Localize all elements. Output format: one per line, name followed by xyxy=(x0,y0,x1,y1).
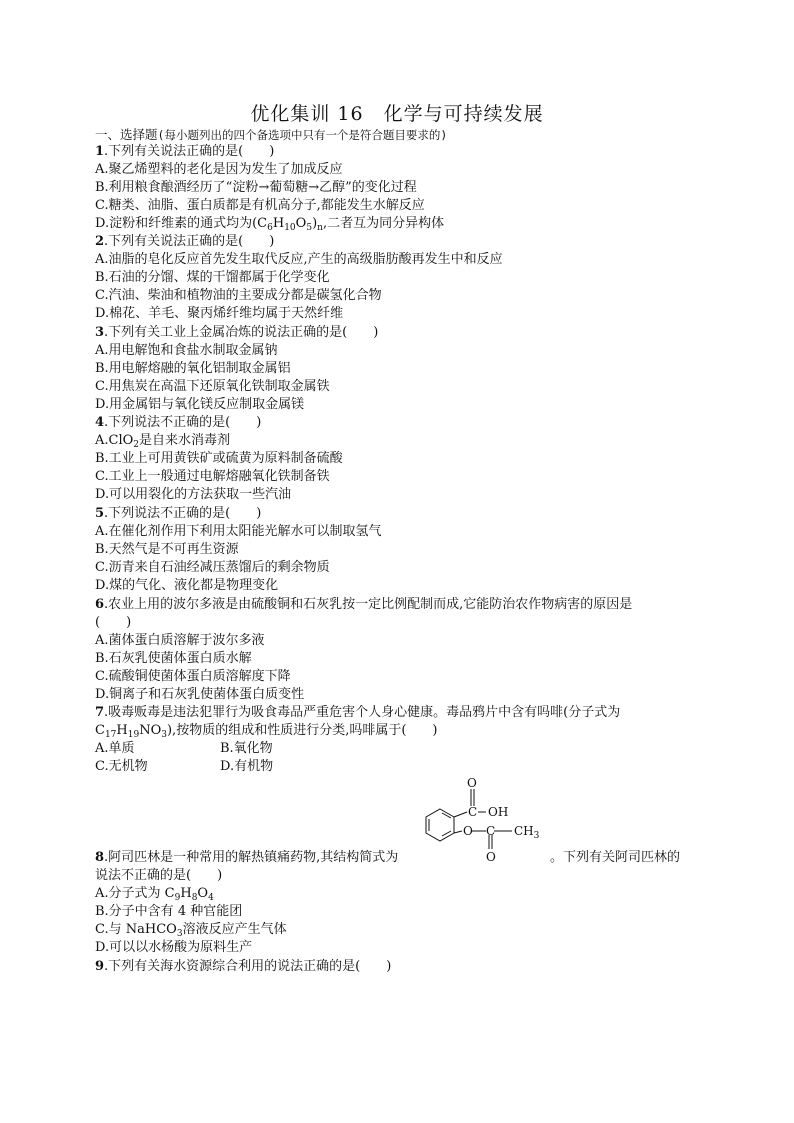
question-1-stem xyxy=(95,143,274,161)
question-text: .下列有关说法正确的是( ) xyxy=(104,234,275,249)
question-8-option-b: B.分子中含有 4 种官能团 xyxy=(95,904,243,919)
molecule-oh: OH xyxy=(488,805,509,819)
question-6-option-b: B.石灰乳使菌体蛋白质水解 xyxy=(95,651,252,666)
question-text: .下列说法不正确的是( ) xyxy=(104,506,262,521)
question-5-option-a: A.在催化剂作用下利用太阳能光解水可以制取氢气 xyxy=(95,524,382,539)
question-3-stem xyxy=(95,324,378,342)
question-3-option-a: A.用电解饱和食盐水制取金属钠 xyxy=(95,343,278,358)
question-7-option-a: A.单质 xyxy=(95,741,135,756)
question-3-option-d: D.用金属铝与氧化镁反应制取金属镁 xyxy=(95,397,305,412)
benzene-ring xyxy=(426,809,454,841)
question-number: 4 xyxy=(95,415,105,430)
question-7-stem xyxy=(95,704,620,722)
molecule-o-ester: O xyxy=(463,824,473,838)
section-label: 一、选择题 xyxy=(95,127,158,142)
question-2-option-d: D.棉花、羊毛、聚丙烯纤维均属于天然纤维 xyxy=(95,306,344,321)
question-3-option-c: C.用焦炭在高温下还原氧化铁制取金属铁 xyxy=(95,379,330,394)
question-5-option-d: D.煤的气化、液化都是物理变化 xyxy=(95,578,279,593)
question-6-option-d: D.铜离子和石灰乳使菌体蛋白质变性 xyxy=(95,687,305,702)
question-8-stem-cont: 说法不正确的是( ) xyxy=(95,868,223,883)
question-number: 6 xyxy=(95,597,105,612)
question-text: .吸毒贩毒是违法犯罪行为吸食毒品严重危害个人身心健康。毒品鸦片中含有吗啡(分子式为 xyxy=(104,705,621,720)
question-text: .下列有关海水资源综合利用的说法正确的是( ) xyxy=(104,959,392,974)
question-number: 8 xyxy=(95,850,105,865)
question-2-stem xyxy=(95,233,274,251)
question-number: 5 xyxy=(95,506,105,521)
question-2-option-b: B.石油的分馏、煤的干馏都属于化学变化 xyxy=(95,270,330,285)
question-number: 1 xyxy=(95,144,105,159)
question-text: .下列说法不正确的是( ) xyxy=(104,415,262,430)
question-text: .阿司匹林是一种常用的解热镇痛药物,其结构简式为 xyxy=(104,850,399,865)
question-4-option-d: D.可以用裂化的方法获取一些汽油 xyxy=(95,487,292,502)
question-6-option-c: C.硫酸铜使菌体蛋白质溶解度下降 xyxy=(95,669,291,684)
section-note: (每小题列出的四个备选项中只有一个是符合题目要求的) xyxy=(157,128,448,142)
question-7-option-d: D.有机物 xyxy=(220,759,274,774)
question-number: 2 xyxy=(95,234,105,249)
section-heading xyxy=(95,125,447,143)
question-1-option-c: C.糖类、油脂、蛋白质都是有机高分子,都能发生水解反应 xyxy=(95,198,425,213)
page-title: 优化集训 16 化学与可持续发展 xyxy=(250,103,544,125)
question-5-option-b: B.天然气是不可再生资源 xyxy=(95,542,239,557)
question-text: .下列有关说法正确的是( ) xyxy=(104,144,275,159)
question-text: .下列有关工业上金属冶炼的说法正确的是( ) xyxy=(104,325,379,340)
question-8-option-d: D.可以以水杨酸为原料生产 xyxy=(95,940,253,955)
question-6-stem xyxy=(95,596,632,614)
question-8-stem xyxy=(95,849,398,867)
question-4-stem xyxy=(95,414,261,432)
question-number: 9 xyxy=(95,959,105,974)
molecule-methyl: $CH_3$ xyxy=(514,824,540,841)
question-6-stem-cont: ( ) xyxy=(95,615,132,630)
question-2-option-a: A.油脂的皂化反应首先发生取代反应,产生的高级脂肪酸再发生中和反应 xyxy=(95,252,503,267)
question-3-option-b: B.用电解熔融的氧化铝制取金属铝 xyxy=(95,361,291,376)
question-8-option-c: C.与 NaHCO$_3$溶液反应产生气体 xyxy=(95,922,287,939)
question-9-stem xyxy=(95,958,391,976)
molecule-o-top: O xyxy=(467,776,477,790)
question-1-option-a: A.聚乙烯塑料的老化是因为发生了加成反应 xyxy=(95,162,343,177)
question-number: 7 xyxy=(95,705,105,720)
question-text: .农业上用的波尔多液是由硫酸铜和石灰乳按一定比例配制而成,它能防治农作物病害的原因是 xyxy=(104,597,633,612)
question-7-stem-cont: $C_{17}H_{19}NO_3$),按物质的组成和性质进行分类,吗啡属于( ) xyxy=(95,723,438,740)
molecule-c-ester: C xyxy=(486,824,496,838)
question-4-option-b: B.工业上可用黄铁矿或硫黄为原料制备硫酸 xyxy=(95,451,343,466)
question-number: 3 xyxy=(95,325,105,340)
question-5-option-c: C.沥青来自石油经减压蒸馏后的剩余物质 xyxy=(95,560,330,575)
question-7-option-c: C.无机物 xyxy=(95,759,148,774)
molecule-o-bottom: O xyxy=(486,850,496,864)
question-1-option-d: D.淀粉和纤维素的通式均为$(C_6H_{10}O_5)_n$,二者互为同分异构体 xyxy=(95,216,445,233)
molecule-c-acid: C xyxy=(468,805,478,819)
question-1-option-b: B.利用粮食酿酒经历了“淀粉→葡萄糖→乙醇”的变化过程 xyxy=(95,180,417,195)
question-2-option-c: C.汽油、柴油和植物油的主要成分都是碳氢化合物 xyxy=(95,288,382,303)
question-8-option-a: A.分子式为 $C_9H_8O_4$ xyxy=(95,886,214,903)
aspirin-structure-diagram xyxy=(420,773,550,865)
question-7-option-b: B.氧化物 xyxy=(220,741,273,756)
question-8-stem-tail: 。下列有关阿司匹林的 xyxy=(550,850,681,865)
question-5-stem xyxy=(95,505,261,523)
question-4-option-c: C.工业上一般通过电解熔融氧化铁制备铁 xyxy=(95,469,330,484)
question-4-option-a: A.ClO$_2$是自来水消毒剂 xyxy=(95,433,231,450)
question-6-option-a: A.菌体蛋白质溶解于波尔多液 xyxy=(95,633,265,648)
